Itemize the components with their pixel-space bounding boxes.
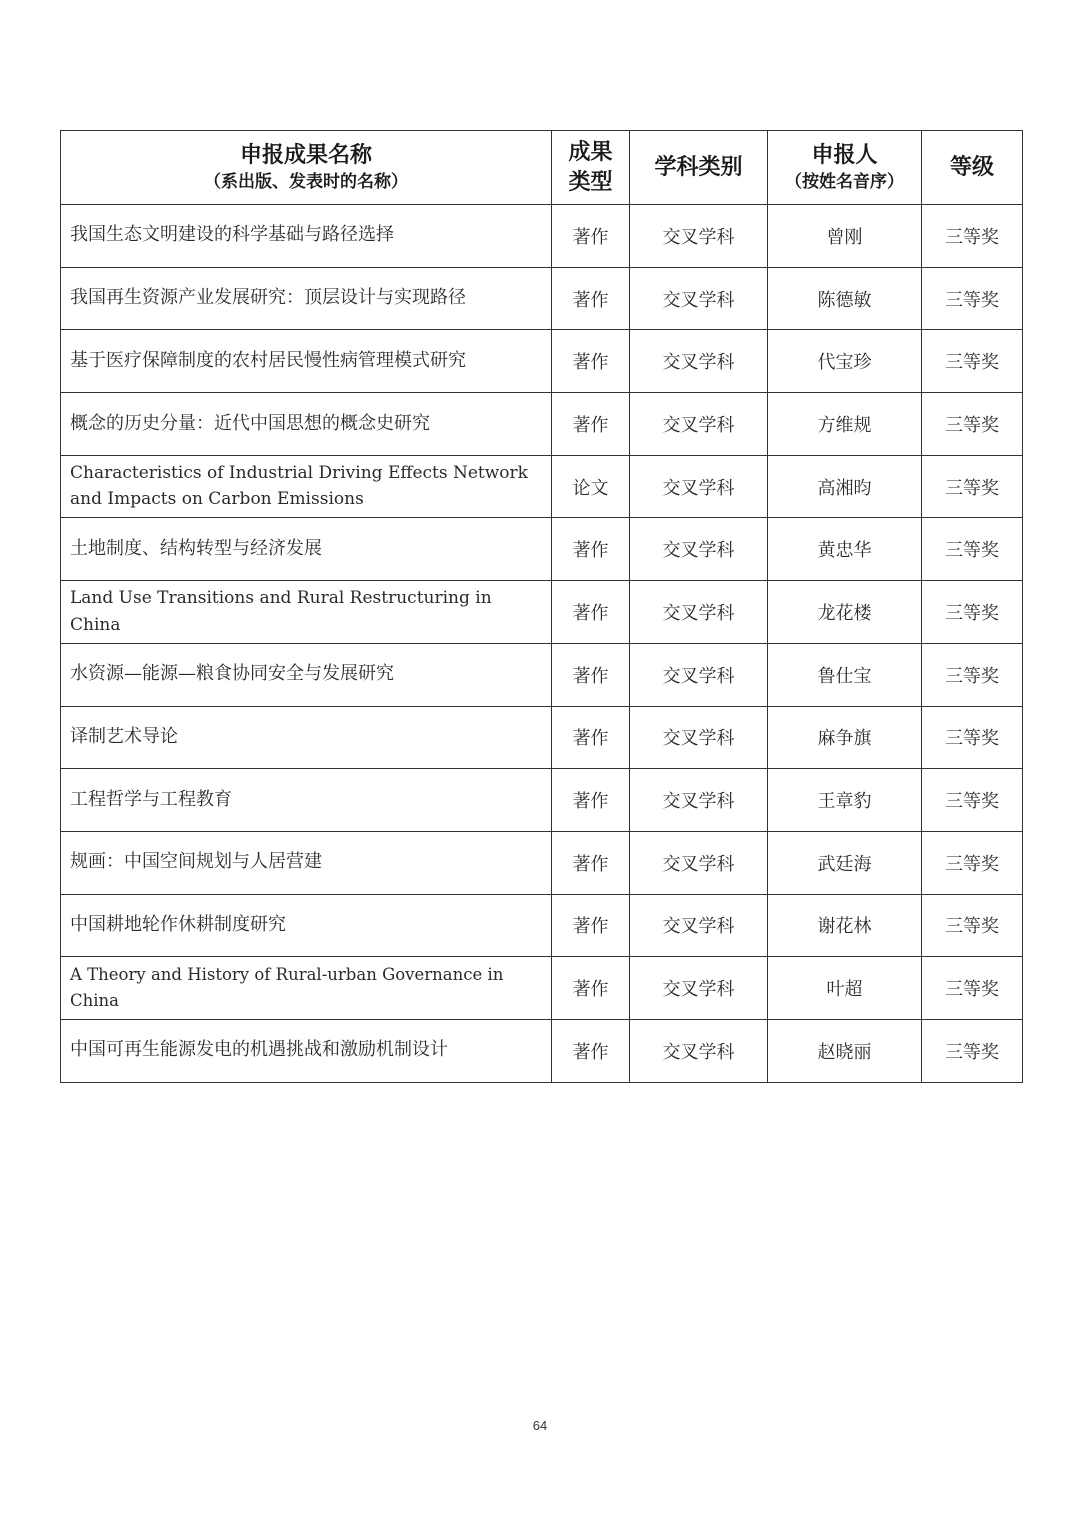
cell-type: 著作: [552, 894, 630, 957]
cell-applicant: 龙花楼: [768, 581, 922, 644]
page-number: 64: [532, 1418, 548, 1433]
cell-applicant: 陈德敏: [768, 267, 922, 330]
cell-type: 著作: [552, 957, 630, 1020]
header-grade: 等级: [922, 131, 1023, 205]
table-body: [61, 205, 1023, 1083]
cell-applicant: 叶超: [768, 957, 922, 1020]
table-header: [61, 131, 1023, 205]
cell-applicant: 谢花林: [768, 894, 922, 957]
cell-type: 著作: [552, 706, 630, 769]
cell-title: Characteristics of Industrial Driving Effects Network and Impacts on Carbon Emissions: [61, 455, 552, 518]
header-applicant-main: 申报人: [811, 142, 878, 169]
cell-applicant: 麻争旗: [768, 706, 922, 769]
cell-type: 著作: [552, 581, 630, 644]
header-title-main: 申报成果名称: [239, 142, 372, 169]
cell-grade: 三等奖: [922, 706, 1023, 769]
cell-type: 著作: [552, 518, 630, 581]
cell-title: 土地制度、结构转型与经济发展: [61, 518, 552, 581]
cell-type: 著作: [552, 330, 630, 393]
cell-type: 著作: [552, 1019, 630, 1082]
cell-discipline: 交叉学科: [630, 894, 768, 957]
cell-type: 著作: [552, 769, 630, 832]
cell-discipline: 交叉学科: [630, 769, 768, 832]
header-type-line1: 成果: [568, 138, 613, 165]
cell-grade: 三等奖: [922, 769, 1023, 832]
cell-discipline: 交叉学科: [630, 393, 768, 456]
award-table: [60, 130, 1023, 1083]
cell-discipline: 交叉学科: [630, 581, 768, 644]
cell-grade: 三等奖: [922, 1019, 1023, 1082]
cell-title: 我国生态文明建设的科学基础与路径选择: [61, 205, 552, 268]
table-row: [61, 267, 1023, 330]
cell-discipline: 交叉学科: [630, 267, 768, 330]
cell-applicant: 高湘昀: [768, 455, 922, 518]
cell-title: A Theory and History of Rural-urban Governance in China: [61, 957, 552, 1020]
table-row: [61, 581, 1023, 644]
table-row: [61, 330, 1023, 393]
cell-applicant: 赵晓丽: [768, 1019, 922, 1082]
cell-discipline: 交叉学科: [630, 1019, 768, 1082]
table-row: [61, 518, 1023, 581]
table-row: [61, 455, 1023, 518]
header-discipline: 学科类别: [630, 131, 768, 205]
cell-discipline: 交叉学科: [630, 205, 768, 268]
header-row: [61, 131, 1023, 205]
cell-applicant: 曾刚: [768, 205, 922, 268]
cell-type: 著作: [552, 831, 630, 894]
cell-applicant: 代宝珍: [768, 330, 922, 393]
cell-type: 著作: [552, 643, 630, 706]
cell-discipline: 交叉学科: [630, 706, 768, 769]
cell-title: 基于医疗保障制度的农村居民慢性病管理模式研究: [61, 330, 552, 393]
table-row: [61, 706, 1023, 769]
header-type-line2: 类型: [568, 168, 613, 195]
table-row: [61, 894, 1023, 957]
table-row: [61, 643, 1023, 706]
table-row: [61, 831, 1023, 894]
cell-grade: 三等奖: [922, 393, 1023, 456]
cell-grade: 三等奖: [922, 643, 1023, 706]
cell-title: 中国耕地轮作休耕制度研究: [61, 894, 552, 957]
cell-discipline: 交叉学科: [630, 831, 768, 894]
cell-title: 我国再生资源产业发展研究：顶层设计与实现路径: [61, 267, 552, 330]
cell-grade: 三等奖: [922, 831, 1023, 894]
cell-grade: 三等奖: [922, 455, 1023, 518]
cell-title: 概念的历史分量：近代中国思想的概念史研究: [61, 393, 552, 456]
cell-grade: 三等奖: [922, 330, 1023, 393]
cell-grade: 三等奖: [922, 957, 1023, 1020]
table-row: [61, 205, 1023, 268]
cell-applicant: 方维规: [768, 393, 922, 456]
cell-type: 著作: [552, 205, 630, 268]
table-row: [61, 769, 1023, 832]
cell-title: 中国可再生能源发电的机遇挑战和激励机制设计: [61, 1019, 552, 1082]
table-row: [61, 1019, 1023, 1082]
cell-discipline: 交叉学科: [630, 957, 768, 1020]
cell-grade: 三等奖: [922, 894, 1023, 957]
cell-applicant: 鲁仕宝: [768, 643, 922, 706]
table-row: [61, 393, 1023, 456]
header-type: [552, 131, 630, 205]
cell-applicant: 王章豹: [768, 769, 922, 832]
cell-grade: 三等奖: [922, 518, 1023, 581]
cell-title: 水资源—能源—粮食协同安全与发展研究: [61, 643, 552, 706]
cell-title: Land Use Transitions and Rural Restructuring in China: [61, 581, 552, 644]
cell-grade: 三等奖: [922, 581, 1023, 644]
cell-discipline: 交叉学科: [630, 455, 768, 518]
header-applicant-sub: （按姓名音序）: [785, 171, 904, 192]
header-applicant: [768, 131, 922, 205]
header-title-sub: （系出版、发表时的名称）: [204, 171, 408, 192]
cell-discipline: 交叉学科: [630, 330, 768, 393]
cell-grade: 三等奖: [922, 205, 1023, 268]
cell-title: 工程哲学与工程教育: [61, 769, 552, 832]
table-row: [61, 957, 1023, 1020]
cell-applicant: 黄忠华: [768, 518, 922, 581]
cell-type: 著作: [552, 267, 630, 330]
cell-title: 译制艺术导论: [61, 706, 552, 769]
cell-applicant: 武廷海: [768, 831, 922, 894]
cell-type: 论文: [552, 455, 630, 518]
cell-grade: 三等奖: [922, 267, 1023, 330]
cell-type: 著作: [552, 393, 630, 456]
cell-discipline: 交叉学科: [630, 518, 768, 581]
cell-title: 规画：中国空间规划与人居营建: [61, 831, 552, 894]
header-title: [61, 131, 552, 205]
cell-discipline: 交叉学科: [630, 643, 768, 706]
